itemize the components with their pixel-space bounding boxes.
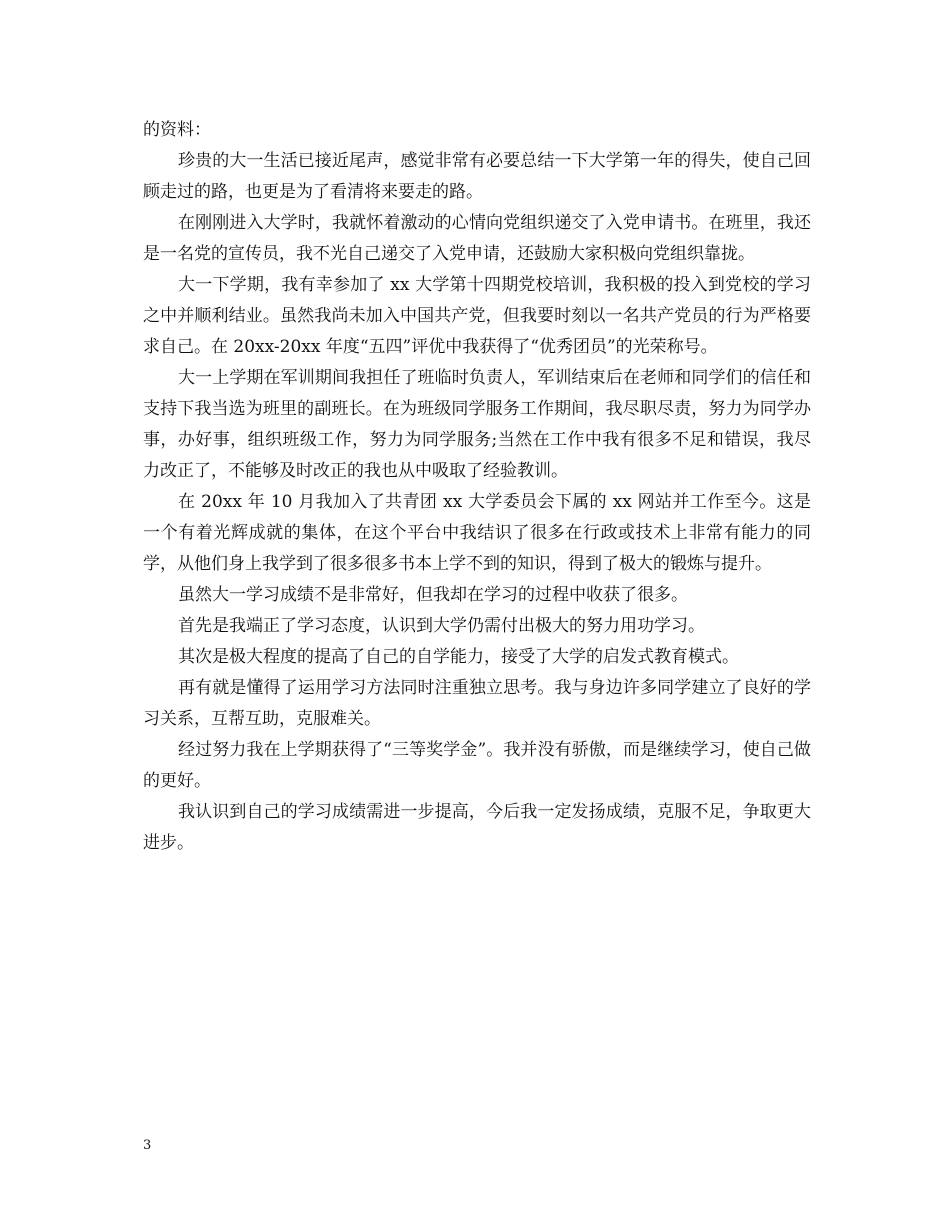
paragraph: 在 20xx 年 10 月我加入了共青团 xx 大学委员会下属的 xx 网站并工作至今。这是一个有着光辉成就的集体，在这个平台中我结识了很多在行政或技术上非常有能力的同学，从他们身上我学到了很多很多书本上学不到的知识，得到了极大的锻炼与提升。 [143,492,811,574]
paragraph: 我认识到自己的学习成绩需进一步提高，今后我一定发扬成绩，克服不足，争取更大进步。 [143,802,811,853]
paragraph: 虽然大一学习成绩不是非常好，但我却在学习的过程中收获了很多。 [178,585,688,605]
paragraph: 再有就是懂得了运用学习方法同时注重独立思考。我与身边许多同学建立了良好的学习关系，互帮互助，克服难关。 [143,678,811,729]
paragraph: 珍贵的大一生活已接近尾声，感觉非常有必要总结一下大学第一年的得失，使自己回顾走过的路，也更是为了看清将来要走的路。 [143,151,811,202]
paragraph: 其次是极大程度的提高了自己的自学能力，接受了大学的启发式教育模式。 [178,647,739,667]
paragraph: 在刚刚进入大学时，我就怀着激动的心情向党组织递交了入党申请书。在班里，我还是一名党的宣传员，我不光自己递交了入党申请，还鼓励大家积极向党组织靠拢。 [143,213,811,264]
paragraph: 大一下学期，我有幸参加了 xx 大学第十四期党校培训，我积极的投入到党校的学习之中并顺利结业。虽然我尚未加入中国共产党，但我要时刻以一名共产党员的行为严格要求自己。在 20xx-20xx 年度“五四”评优中我获得了“优秀团员”的光荣称号。 [143,275,811,357]
paragraph: 首先是我端正了学习态度，认识到大学仍需付出极大的努力用功学习。 [178,616,705,636]
paragraph: 的资料： [143,120,211,140]
paragraph: 经过努力我在上学期获得了“三等奖学金”。我并没有骄傲，而是继续学习，使自己做的更好。 [143,740,811,791]
page-number: 3 [143,1138,152,1153]
paragraph: 大一上学期在军训期间我担任了班临时负责人，军训结束后在老师和同学们的信任和支持下我当选为班里的副班长。在为班级同学服务工作期间，我尽职尽责，努力为同学办事，办好事，组织班级工作，努力为同学服务;当然在工作中我有很多不足和错误，我尽力改正了，不能够及时改正的我也从中吸取了经验教训。 [143,368,811,481]
document-body [143,115,811,859]
